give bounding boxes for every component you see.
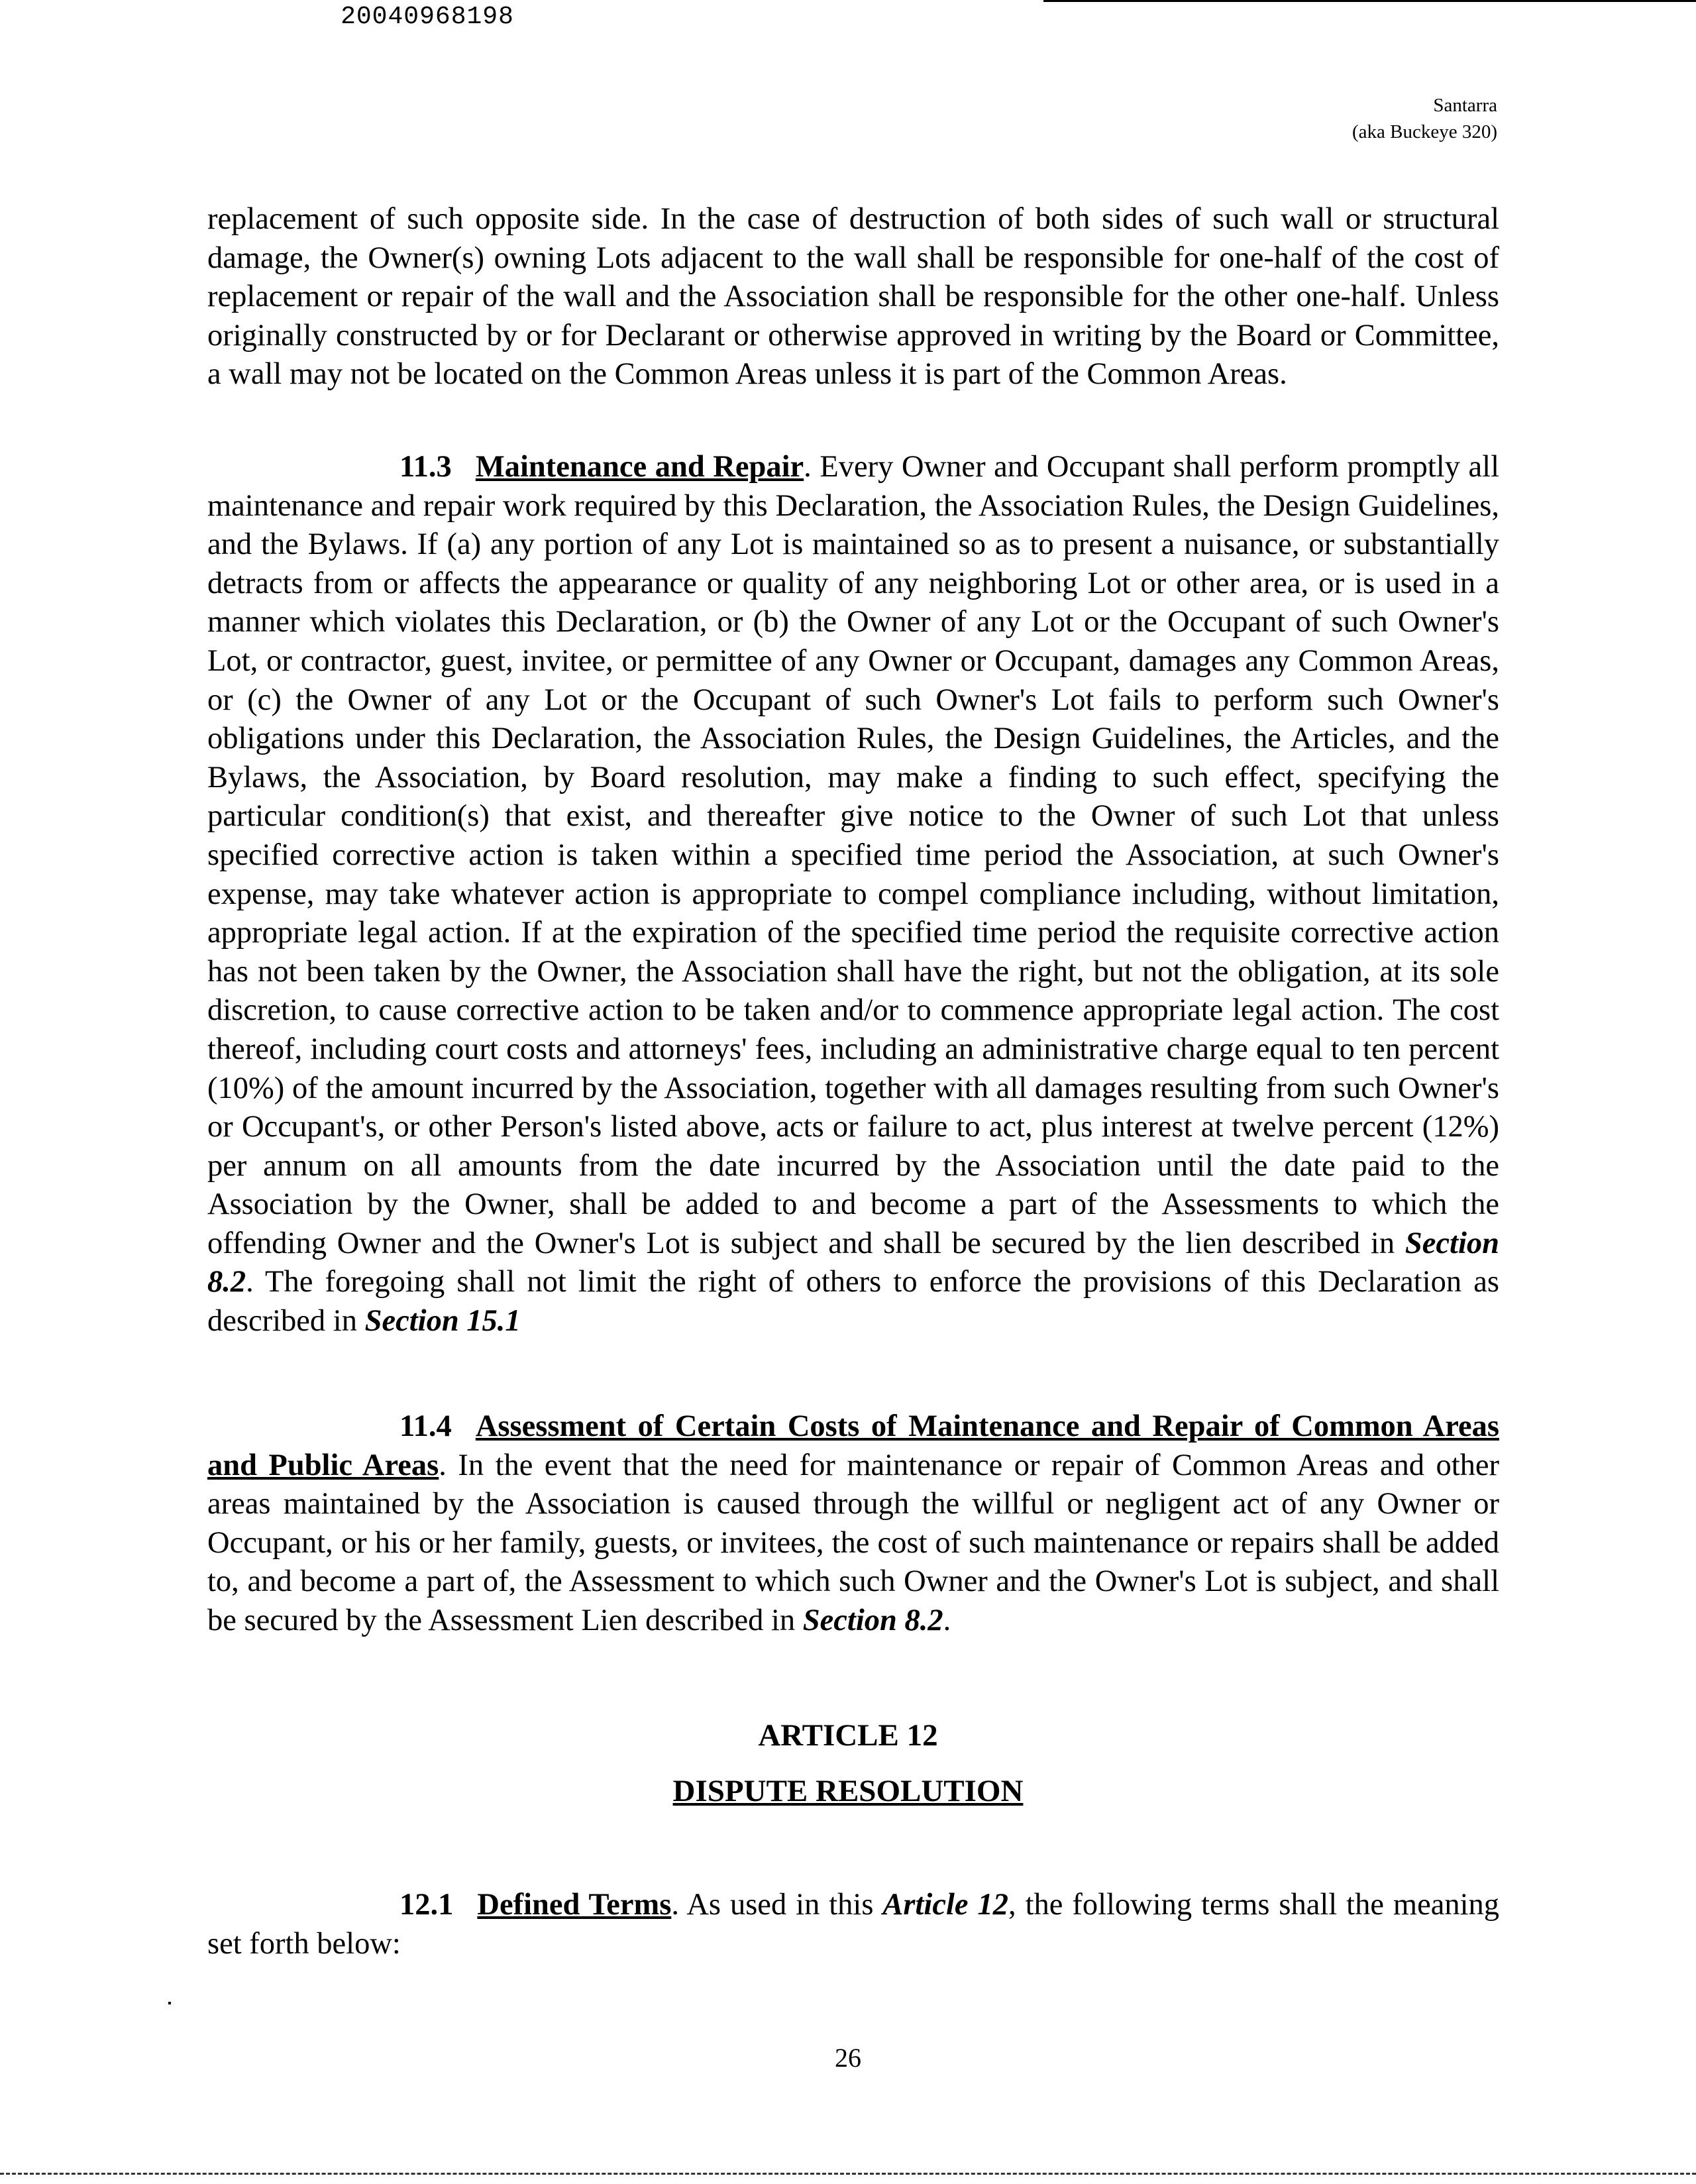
- top-rule: [1043, 0, 1696, 2]
- paragraph-continuation: replacement of such opposite side. In the case of destruction of both sides of such wall or structural damage, the Owner(s) owning Lots adjacent to the wall shall be responsible for one-half of the cost of replacement or repair of the wall and the Association shall be responsible for the other one-half. Unless originally constructed by or for Declarant or otherwise approved in writing by the Board or Committee, a wall may not be located on the Common Areas unless it is part of the Common Areas.: [207, 202, 1499, 392]
- section-title: Defined Terms: [477, 1888, 672, 1922]
- article-title: DISPUTE RESOLUTION: [672, 1774, 1024, 1808]
- header-aka: (aka Buckeye 320): [1352, 121, 1497, 142]
- scan-speck: [168, 2002, 171, 2004]
- section-reference: Article 12: [882, 1888, 1009, 1922]
- article-label: ARTICLE 12: [758, 1718, 938, 1753]
- section-reference: Section 8.2: [802, 1603, 943, 1637]
- section-12-1: 12.1 Defined Terms. As used in this Article 12, the following terms shall the meaning set forth below:: [207, 1888, 1500, 1961]
- section-11-3: 11.3 Maintenance and Repair. Every Owner and Occupant shall perform promptly all maintenance and repair work required by this Declaration, the Association Rules, the Design Guidelines, and the Bylaws. If (a) any portion of any Lot is maintained so as to present a nuisance, or substantially detracts from or affects the appearance or quality of any neighboring Lot or other area, or is used in a manner which violates this Declaration, or (b) the Owner of any Lot or the Occupant of such Owner's Lot, or contractor, guest, invitee, or permittee of any Owner or Occupant, damages any Common Areas, or (c) the Owner of any Lot or the Occupant of such Owner's Lot fails to perform such Owner's obligations under this Declaration, the Association Rules, the Design Guidelines, the Articles, and the Bylaws, the Association, by Board resolution, may make a finding to such effect, specifying the particular condition(s) that exist, and thereafter give notice to the Owner of such Lot that unless specified corrective action is taken within a specified time period the Association, at such Owner's expense, may take whatever action is appropriate to compel compliance including, without limitation, appropriate legal action. If at the expiration of the specified time period the requisite corrective action has not been taken by the Owner, the Association shall have the right, but not the obligation, at its sole discretion, to cause corrective action to be taken and/or to commence appropriate legal action. The cost thereof, including court costs and attorneys' fees, including an administrative charge equal to ten percent (10%) of the amount incurred by the Association, together with all damages resulting from such Owner's or Occupant's, or other Person's listed above, acts or failure to act, plus interest at twelve percent (12%) per annum on all amounts from the date incurred by the Association until the date paid to the Association by the Owner, shall be added to and become a part of the Assessments to which the offending Owner and the Owner's Lot is subject and shall be secured by the lien described in Section 8.2. The foregoing shall not limit the right of others to enforce the provisions of this Declaration as described in Section 15.1: [207, 450, 1499, 1338]
- section-title: Assessment of Certain Costs of Maintenance and Repair of Common Areas and Public Areas: [207, 1409, 1499, 1482]
- section-reference: Section 8.2: [207, 1226, 1499, 1299]
- bottom-rule: [0, 2173, 1696, 2175]
- section-number: 11.4: [399, 1409, 452, 1443]
- section-title: Maintenance and Repair: [475, 450, 804, 484]
- header-project: Santarra: [1433, 95, 1497, 116]
- page-number: 26: [835, 2043, 861, 2073]
- section-reference: Section 15.1: [364, 1304, 521, 1338]
- section-number: 12.1: [399, 1888, 454, 1922]
- section-number: 11.3: [399, 450, 452, 484]
- record-number: 20040968198: [341, 3, 514, 31]
- section-11-4: 11.4 Assessment of Certain Costs of Maintenance and Repair of Common Areas and Public Areas. In the event that the need for maintenance or repair of Common Areas and other areas maintained by the Association is caused through the willful or negligent act of any Owner or Occupant, or his or her family, guests, or invitees, the cost of such maintenance or repairs shall be added to, and become a part of, the Assessment to which such Owner and the Owner's Lot is subject, and shall be secured by the Assessment Lien described in Section 8.2.: [207, 1409, 1500, 1637]
